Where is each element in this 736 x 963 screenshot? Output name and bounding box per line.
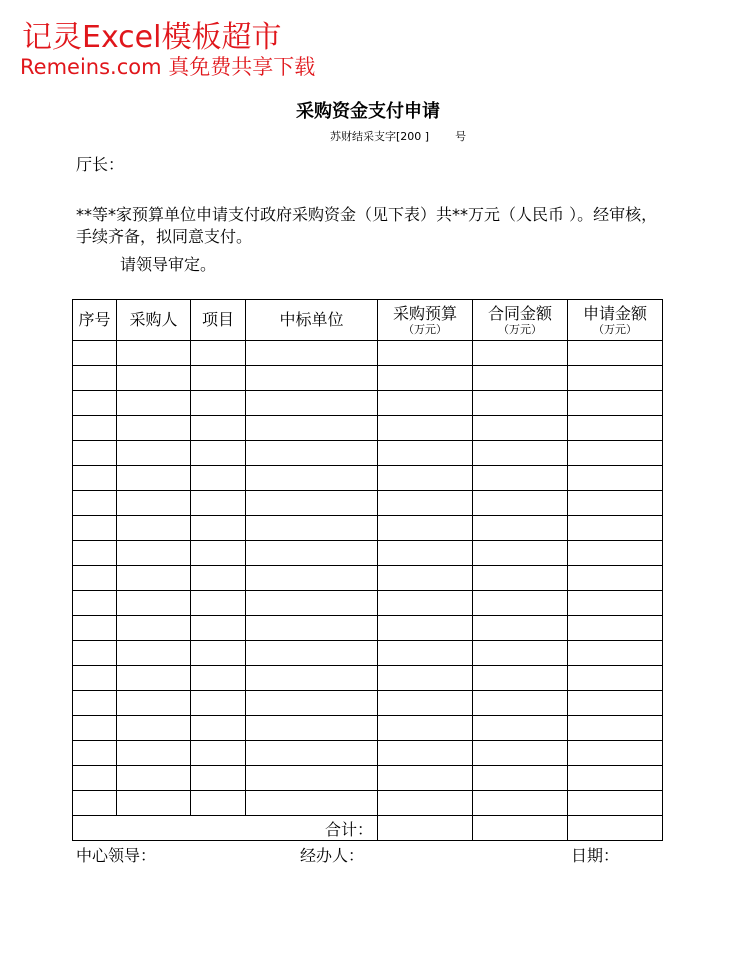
table-cell[interactable]: [73, 741, 117, 766]
table-row: [73, 666, 663, 691]
table-row: [73, 491, 663, 516]
table-cell[interactable]: [378, 566, 473, 591]
total-contract-cell[interactable]: [473, 816, 568, 841]
document-number: [330, 130, 466, 144]
table-cell[interactable]: [117, 741, 191, 766]
table-cell[interactable]: [117, 691, 191, 716]
header-procurement-budget: 采购预算 （万元）: [378, 300, 473, 341]
table-cell[interactable]: [378, 516, 473, 541]
table-cell[interactable]: [246, 691, 378, 716]
table-cell[interactable]: [73, 591, 117, 616]
table-cell[interactable]: [73, 616, 117, 641]
table-cell[interactable]: [191, 341, 246, 366]
table-cell[interactable]: [246, 441, 378, 466]
table-row: [73, 591, 663, 616]
table-cell[interactable]: [473, 591, 568, 616]
table-cell[interactable]: [246, 541, 378, 566]
document-number-suffix: 号: [455, 130, 467, 143]
table-cell[interactable]: [568, 591, 663, 616]
table-cell[interactable]: [73, 366, 117, 391]
table-cell[interactable]: [568, 491, 663, 516]
table-cell[interactable]: [73, 691, 117, 716]
table-cell[interactable]: [191, 791, 246, 816]
table-cell[interactable]: [473, 691, 568, 716]
table-cell[interactable]: [378, 491, 473, 516]
table-cell[interactable]: [191, 541, 246, 566]
table-cell[interactable]: [246, 391, 378, 416]
table-cell[interactable]: [73, 766, 117, 791]
table-cell[interactable]: [473, 366, 568, 391]
table-cell[interactable]: [568, 741, 663, 766]
table-cell[interactable]: [191, 716, 246, 741]
table-row: [73, 716, 663, 741]
table-row: [73, 366, 663, 391]
table-cell[interactable]: [568, 616, 663, 641]
table-cell[interactable]: [568, 441, 663, 466]
table-cell[interactable]: [191, 366, 246, 391]
date-label: 日期：: [571, 846, 620, 865]
table-cell[interactable]: [117, 566, 191, 591]
total-label: 合计：: [73, 816, 378, 841]
table-cell[interactable]: [378, 541, 473, 566]
table-row: [73, 766, 663, 791]
table-cell[interactable]: [473, 541, 568, 566]
table-cell[interactable]: [246, 791, 378, 816]
header-winning-bidder: 中标单位: [246, 300, 378, 341]
table-row: [73, 391, 663, 416]
document-title: 采购资金支付申请: [296, 101, 440, 122]
table-cell[interactable]: [117, 766, 191, 791]
table-cell[interactable]: [191, 416, 246, 441]
table-cell[interactable]: [568, 666, 663, 691]
table-cell[interactable]: [73, 541, 117, 566]
table-cell[interactable]: [73, 341, 117, 366]
table-cell[interactable]: [378, 466, 473, 491]
table-cell[interactable]: [73, 641, 117, 666]
table-cell[interactable]: [117, 366, 191, 391]
table-cell[interactable]: [473, 516, 568, 541]
table-cell[interactable]: [191, 516, 246, 541]
table-cell[interactable]: [568, 566, 663, 591]
table-cell[interactable]: [378, 441, 473, 466]
table-row: [73, 791, 663, 816]
body-paragraph-2: 请领导审定。: [120, 255, 217, 274]
table-cell[interactable]: [73, 416, 117, 441]
table-cell[interactable]: [191, 466, 246, 491]
table-cell[interactable]: [73, 441, 117, 466]
table-cell[interactable]: [246, 416, 378, 441]
table-cell[interactable]: [568, 791, 663, 816]
table-cell[interactable]: [473, 616, 568, 641]
table-row: [73, 516, 663, 541]
table-cell[interactable]: [246, 766, 378, 791]
table-cell[interactable]: [568, 691, 663, 716]
table-row: [73, 416, 663, 441]
table-cell[interactable]: [117, 541, 191, 566]
header-project: 项目: [191, 300, 246, 341]
table-cell[interactable]: [568, 341, 663, 366]
table-cell[interactable]: [568, 466, 663, 491]
watermark-subtitle: Remeins.com 真免费共享下载: [20, 55, 316, 79]
table-cell[interactable]: [378, 766, 473, 791]
table-cell[interactable]: [473, 391, 568, 416]
watermark-title: 记灵Excel模板超市: [22, 20, 282, 55]
table-cell[interactable]: [378, 741, 473, 766]
table-cell[interactable]: [246, 491, 378, 516]
table-cell[interactable]: [117, 591, 191, 616]
table-row: [73, 441, 663, 466]
table-cell[interactable]: [191, 591, 246, 616]
header-serial-number: 序号: [73, 300, 117, 341]
table-cell[interactable]: [191, 691, 246, 716]
table-cell[interactable]: [378, 716, 473, 741]
center-leader-label: 中心领导：: [76, 846, 157, 865]
table-cell[interactable]: [191, 391, 246, 416]
table-cell[interactable]: [246, 341, 378, 366]
table-cell[interactable]: [378, 591, 473, 616]
header-contract-amount: 合同金额 （万元）: [473, 300, 568, 341]
table-cell[interactable]: [246, 591, 378, 616]
table-row: [73, 541, 663, 566]
table-cell[interactable]: [117, 716, 191, 741]
table-total-row: [73, 816, 663, 841]
table-cell[interactable]: [117, 341, 191, 366]
table-cell[interactable]: [73, 391, 117, 416]
table-cell[interactable]: [473, 791, 568, 816]
total-requested-cell[interactable]: [568, 816, 663, 841]
table-cell[interactable]: [191, 666, 246, 691]
table-cell[interactable]: [568, 541, 663, 566]
table-cell[interactable]: [568, 766, 663, 791]
table-cell[interactable]: [191, 741, 246, 766]
table-cell[interactable]: [378, 791, 473, 816]
table-header-row: [73, 300, 663, 341]
table-cell[interactable]: [73, 491, 117, 516]
table-cell[interactable]: [117, 416, 191, 441]
table-cell[interactable]: [246, 516, 378, 541]
salutation: 厅长：: [76, 155, 125, 174]
table-cell[interactable]: [378, 666, 473, 691]
table-cell[interactable]: [73, 466, 117, 491]
table-cell[interactable]: [378, 391, 473, 416]
body-paragraph: **等*家预算单位申请支付政府采购资金（见下表）共**万元（人民币 ）。经审核，手续齐备，拟同意支付。: [76, 205, 658, 246]
table-cell[interactable]: [378, 416, 473, 441]
table-cell[interactable]: [246, 616, 378, 641]
table-cell[interactable]: [473, 491, 568, 516]
handler-label: 经办人：: [300, 846, 365, 865]
table-row: [73, 691, 663, 716]
table-cell[interactable]: [117, 491, 191, 516]
table-cell[interactable]: [378, 616, 473, 641]
table-cell[interactable]: [191, 441, 246, 466]
table-cell[interactable]: [246, 741, 378, 766]
table-cell[interactable]: [473, 641, 568, 666]
table-cell[interactable]: [568, 391, 663, 416]
table-cell[interactable]: [473, 466, 568, 491]
table-cell[interactable]: [117, 516, 191, 541]
table-cell[interactable]: [568, 641, 663, 666]
table-row: [73, 466, 663, 491]
table-cell[interactable]: [473, 566, 568, 591]
table-cell[interactable]: [73, 566, 117, 591]
table-cell[interactable]: [191, 616, 246, 641]
table-cell[interactable]: [568, 366, 663, 391]
table-cell[interactable]: [191, 641, 246, 666]
table-row: [73, 641, 663, 666]
table-cell[interactable]: [73, 516, 117, 541]
total-budget-cell[interactable]: [378, 816, 473, 841]
table-cell[interactable]: [473, 666, 568, 691]
table-row: [73, 566, 663, 591]
table-cell[interactable]: [246, 666, 378, 691]
table-cell[interactable]: [191, 766, 246, 791]
table-cell[interactable]: [246, 716, 378, 741]
document-number-text: 苏财结采支字[200 ]: [330, 130, 430, 143]
table-cell[interactable]: [117, 466, 191, 491]
table-cell[interactable]: [117, 641, 191, 666]
table-row: [73, 341, 663, 366]
table-cell[interactable]: [246, 641, 378, 666]
table-cell[interactable]: [473, 416, 568, 441]
table-cell[interactable]: [568, 716, 663, 741]
table-cell[interactable]: [473, 716, 568, 741]
header-requested-amount: 申请金额 （万元）: [568, 300, 663, 341]
table-cell[interactable]: [473, 741, 568, 766]
table-cell[interactable]: [378, 366, 473, 391]
table-cell[interactable]: [117, 791, 191, 816]
table-cell[interactable]: [473, 766, 568, 791]
table-cell[interactable]: [246, 366, 378, 391]
table-cell[interactable]: [568, 516, 663, 541]
table-row: [73, 616, 663, 641]
payment-table: [72, 299, 663, 841]
table-cell[interactable]: [191, 491, 246, 516]
table-cell[interactable]: [117, 391, 191, 416]
table-cell[interactable]: [378, 341, 473, 366]
table-cell[interactable]: [473, 341, 568, 366]
header-purchaser: 采购人: [117, 300, 191, 341]
table-cell[interactable]: [191, 566, 246, 591]
table-cell[interactable]: [73, 791, 117, 816]
table-cell[interactable]: [246, 466, 378, 491]
table-cell[interactable]: [378, 641, 473, 666]
table-cell[interactable]: [73, 666, 117, 691]
table-row: [73, 741, 663, 766]
table-cell[interactable]: [378, 691, 473, 716]
table-cell[interactable]: [117, 666, 191, 691]
table-cell[interactable]: [473, 441, 568, 466]
table-cell[interactable]: [73, 716, 117, 741]
table-cell[interactable]: [568, 416, 663, 441]
table-cell[interactable]: [117, 616, 191, 641]
table-cell[interactable]: [117, 441, 191, 466]
table-cell[interactable]: [246, 566, 378, 591]
